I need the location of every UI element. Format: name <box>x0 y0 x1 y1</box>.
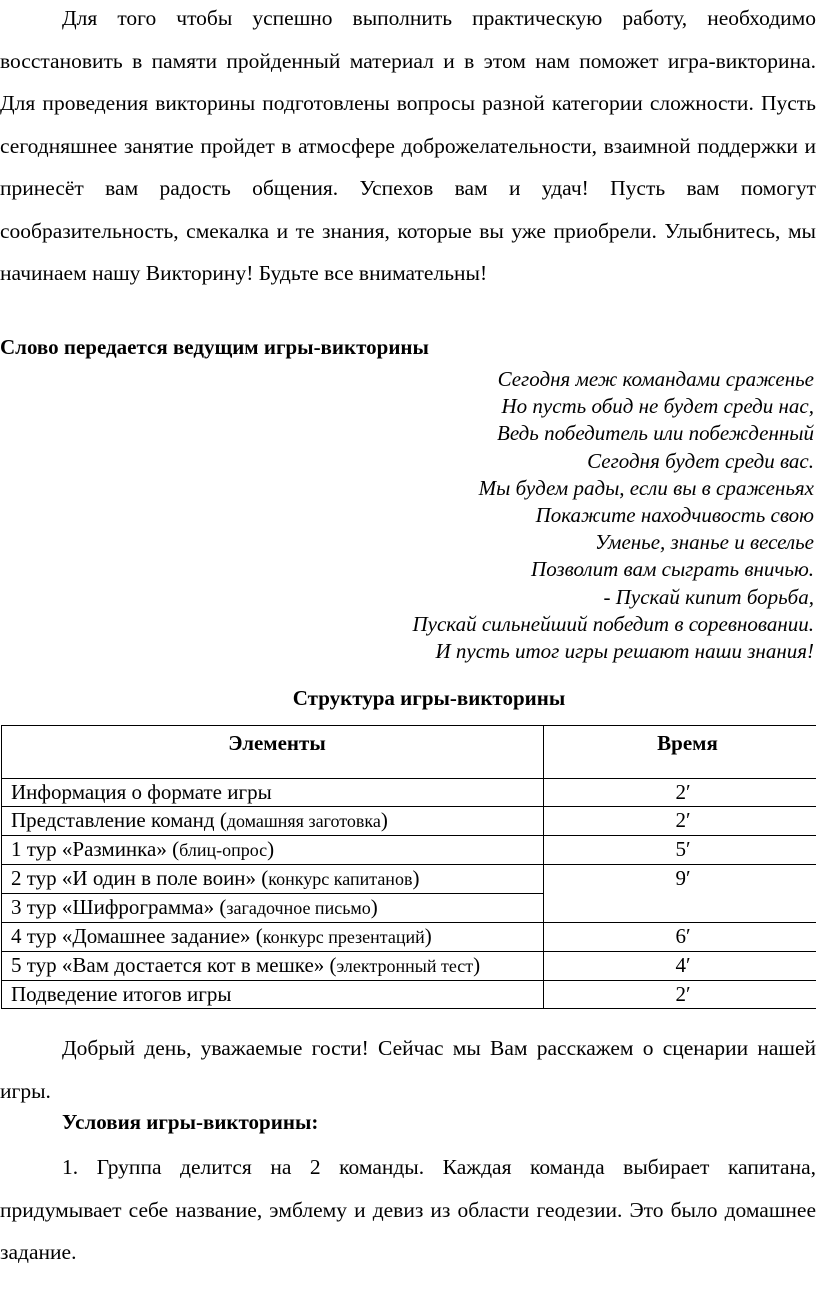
greeting-paragraph: Добрый день, уважаемые гости! Сейчас мы Вам расскажем о сценарии нашей игры. <box>0 1036 816 1103</box>
poem-line: Сегодня меж командами сраженье <box>497 367 814 391</box>
row-element: Подведение итогов игры <box>2 981 544 1009</box>
row-time: 5′ <box>544 836 816 865</box>
table-row <box>2 779 816 807</box>
poem-line: Но пусть обид не будет среди нас, <box>501 394 814 419</box>
table-row <box>2 952 816 981</box>
table-row <box>2 807 816 836</box>
row-note: конкурс капитанов <box>268 869 413 889</box>
row-element: 5 тур «Вам достается кот в мешке» (электронный тест) <box>2 952 544 981</box>
conditions-heading: Условия игры-викторины: <box>62 1110 319 1134</box>
condition-item: 1. Группа делится на 2 команды. Каждая команда выбирает капитана, придумывает себе название, эмблему и девиз из области геодезии. Это было домашнее задание. <box>0 1155 816 1264</box>
intro-paragraph: Для того чтобы успешно выполнить практическую работу, необходимо восстановить в памяти пройденный материал и в этом нам поможет игра-викторина. Для проведения викторины подготовлены вопросы разной категории сложности. Пусть сегодняшнее занятие пройдет в атмосфере доброжелательности, взаимной поддержки и принесёт вам радость общения. Успехов вам и удач! Пусть вам помогут сообразительность, смекалка и те знания, которые вы уже приобрели. Улыбнитесь, мы начинаем нашу Викторину! Будьте все внимательны! <box>0 6 816 285</box>
poem-line: Покажите находчивость свою <box>535 503 814 528</box>
poem-line: Сегодня будет среди вас. <box>587 448 814 473</box>
table-row <box>2 865 816 894</box>
row-element: 2 тур «И один в поле воин» (конкурс капитанов) <box>2 865 544 894</box>
structure-title: Структура игры-викторины <box>292 686 566 710</box>
poem-line: Позволит вам сыграть вничью. <box>531 557 814 582</box>
row-time: 2′ <box>544 779 816 807</box>
header-elements: Элементы <box>2 726 544 779</box>
poem-line: - Пускай кипит борьба, <box>603 584 814 609</box>
row-element: 4 тур «Домашнее задание» (конкурс презентаций) <box>2 923 544 952</box>
row-note: блиц-опрос <box>179 840 268 860</box>
row-note: домашняя заготовка <box>226 811 381 831</box>
header-time: Время <box>544 726 816 779</box>
row-element: 1 тур «Разминка» (блиц-опрос) <box>2 836 544 865</box>
row-element: 3 тур «Шифрограмма» (загадочное письмо) <box>2 894 544 923</box>
row-note: конкурс презентаций <box>262 927 425 947</box>
host-heading: Слово передается ведущим игры-викторины <box>0 335 429 359</box>
row-time: 4′ <box>544 952 816 981</box>
row-time: 2′ <box>544 807 816 836</box>
table-header-row <box>2 726 816 779</box>
row-time: 9′ <box>544 865 816 923</box>
poem-line: Уменье, знанье и веселье <box>594 530 814 555</box>
row-time: 6′ <box>544 923 816 952</box>
table-row <box>2 981 816 1009</box>
row-element: Информация о формате игры <box>2 779 544 807</box>
row-time: 2′ <box>544 981 816 1009</box>
row-note: электронный тест <box>336 956 474 976</box>
poem-line: Пускай сильнейший победит в соревновании. <box>412 611 814 636</box>
row-element: Представление команд (домашняя заготовка) <box>2 807 544 836</box>
poem-line: Мы будем рады, если вы в сраженьях <box>478 475 814 500</box>
structure-table <box>1 725 816 1009</box>
row-note: загадочное письмо <box>226 898 371 918</box>
poem <box>412 366 814 665</box>
table-row <box>2 923 816 952</box>
poem-line: Ведь победитель или побежденный <box>497 421 814 446</box>
poem-line: И пусть итог игры решают наши знания! <box>435 639 814 664</box>
table-row <box>2 836 816 865</box>
